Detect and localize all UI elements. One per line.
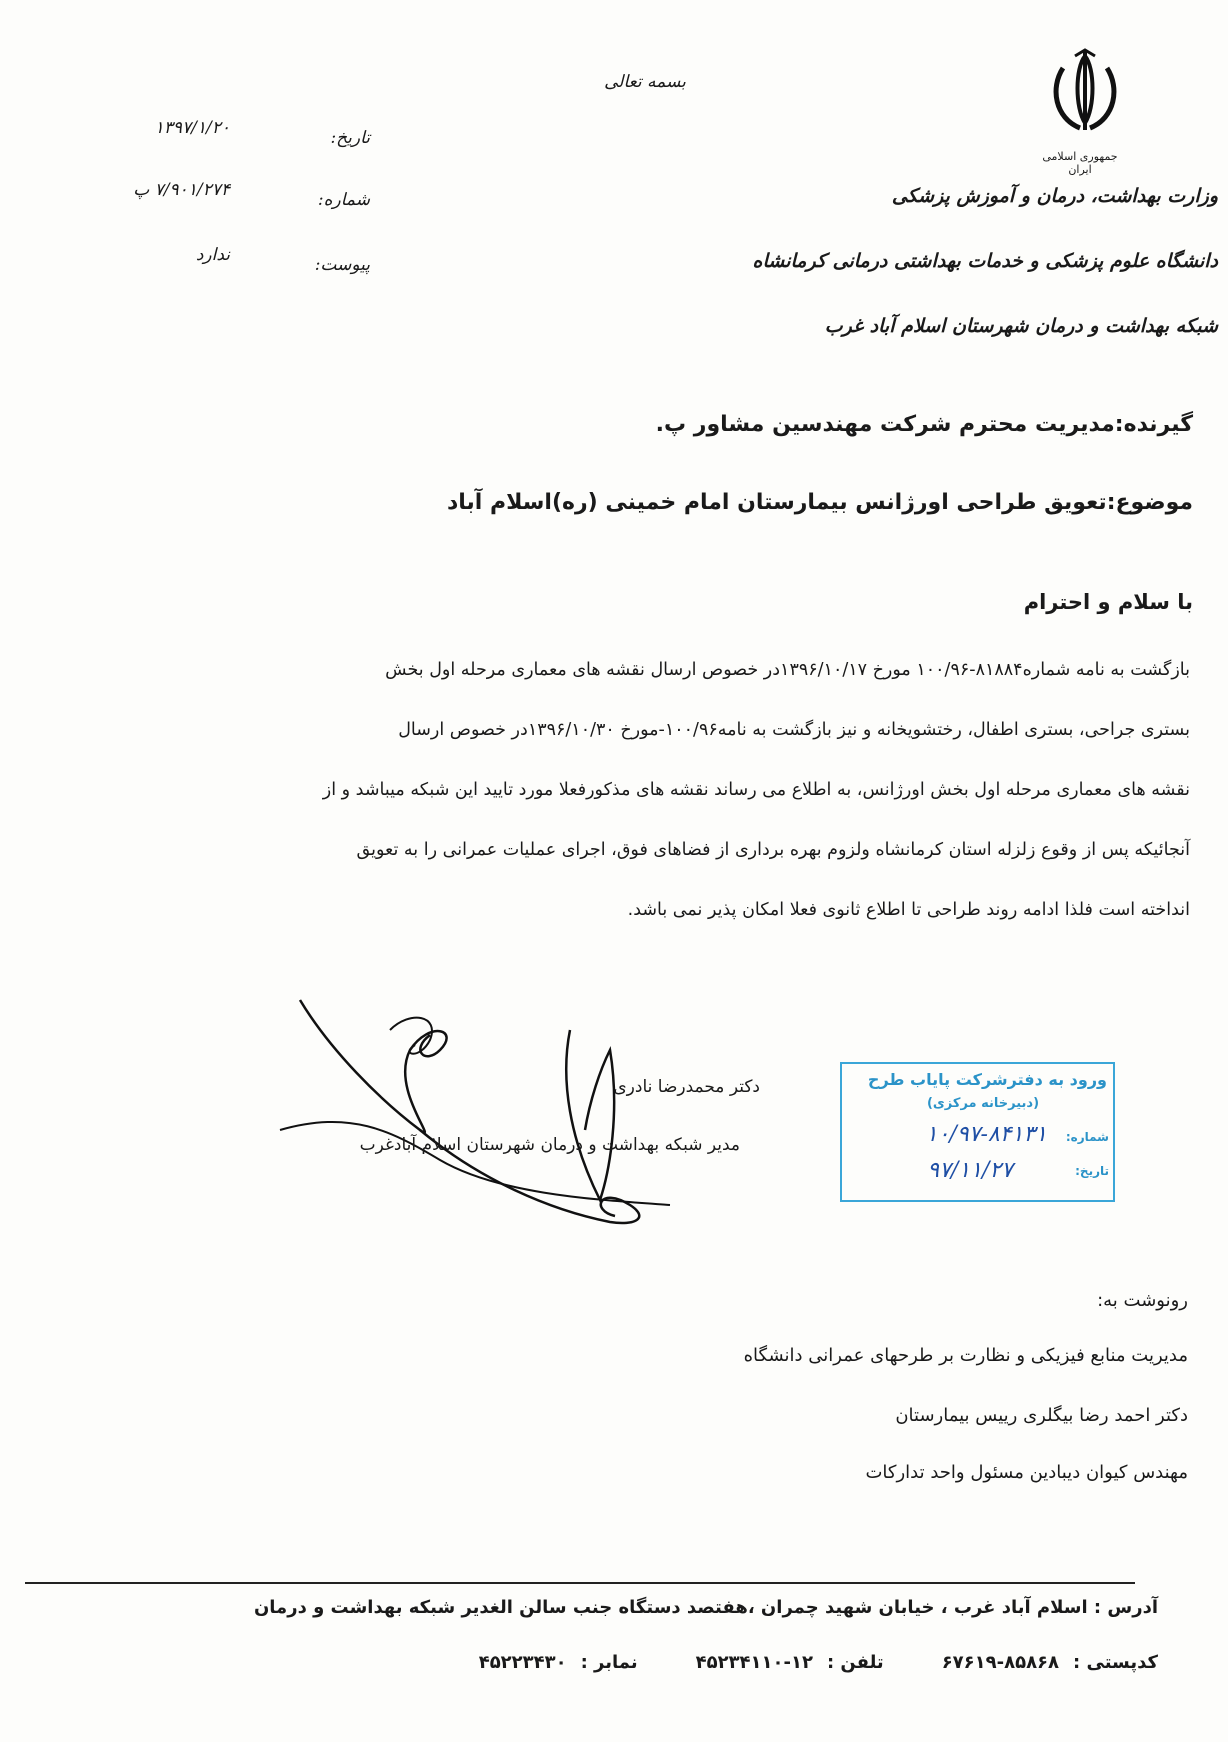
cc-label: رونوشت به:	[1097, 1290, 1188, 1311]
bismillah: بسمه تعالی	[604, 72, 686, 92]
stamp-date-label: تاریخ:	[1075, 1164, 1109, 1178]
footer-divider	[25, 1582, 1135, 1584]
cc-item: مدیریت منابع فیزیکی و نظارت بر طرحهای عمرانی دانشگاه	[743, 1345, 1188, 1366]
signer-title: مدیر شبکه بهداشت و درمان شهرستان اسلام آبادغرب	[359, 1135, 740, 1155]
fax-label: نمابر :	[580, 1652, 638, 1673]
body-line: آنجائیکه پس از وقوع زلزله استان کرمانشاه ولزوم بهره برداری از فضاهای فوق، اجرای عملیات عمرانی را به تعویق	[356, 840, 1190, 860]
iran-emblem-icon	[1045, 48, 1125, 138]
signer-name: دکتر محمدرضا نادری	[613, 1077, 760, 1097]
body-line: نقشه های معماری مرحله اول بخش اورژانس، به اطلاع می رساند نقشه های مذکورفعلا مورد تایید این شبکه میباشد و از	[322, 780, 1190, 800]
emblem-caption: جمهوری اسلامی ایران	[1042, 150, 1118, 176]
date-label: تاریخ:	[330, 128, 370, 148]
recipient-line: گیرنده:مدیریت محترم شرکت مهندسین مشاور پ.	[655, 412, 1193, 437]
org-line-university: دانشگاه علوم پزشکی و خدمات بهداشتی درمانی کرمانشاه	[752, 250, 1218, 272]
postal-value: ۶۷۶۱۹-۸۵۸۶۸	[941, 1652, 1060, 1673]
number-label: شماره:	[317, 190, 370, 210]
body-line: بازگشت به نامه شماره۸۱۸۸۴-۱۰۰/۹۶ مورخ ۱۳۹۶/۱۰/۱۷در خصوص ارسال نقشه های معماری مرحله اول بخش	[385, 660, 1190, 680]
cc-item: دکتر احمد رضا بیگلری رییس بیمارستان	[895, 1405, 1188, 1426]
phone-label: تلفن :	[826, 1652, 884, 1673]
stamp-subtitle: (دبیرخانه مرکزی)	[926, 1096, 1040, 1111]
cc-item: مهندس کیوان دیبادین مسئول واحد تدارکات	[865, 1462, 1188, 1483]
date-value: ۱۳۹۷/۱/۲۰	[154, 118, 230, 138]
postal-label: کدپستی :	[1073, 1652, 1158, 1673]
stamp-number-value: ۱۰/۹۷-۸۴۱۳۱	[925, 1122, 1047, 1147]
body-line: انداخته است فلذا ادامه روند طراحی تا اطلاع ثانوی فعلا امکان پذیر نمی باشد.	[627, 900, 1190, 920]
footer-contacts	[18, 1652, 1158, 1673]
greeting: با سلام و احترام	[1023, 590, 1193, 614]
stamp-title: ورود به دفترشرکت پایاب طرح	[867, 1070, 1107, 1089]
subject-line: موضوع:تعویق طراحی اورژانس بیمارستان امام خمینی (ره)اسلام آباد	[446, 490, 1193, 515]
footer-address: آدرس : اسلام آباد غرب ، خیابان شهید چمران ،هفتصد دستگاه جنب سالن الغدیر شبکه بهداشت و درمان	[253, 1597, 1158, 1618]
attachment-label: پیوست:	[314, 255, 370, 275]
attachment-value: ندارد	[195, 245, 230, 265]
stamp-date-value: ۹۷/۱۱/۲۷	[927, 1158, 1013, 1183]
org-line-ministry: وزارت بهداشت، درمان و آموزش پزشکی	[891, 185, 1218, 207]
phone-value: ۴۵۲۳۴۱۱۰-۱۲	[695, 1652, 813, 1673]
stamp-number-label: شماره:	[1065, 1130, 1109, 1144]
body-line: بستری جراحی، بستری اطفال، رختشویخانه و نیز بازگشت به نامه۱۰۰/۹۶-مورخ ۱۳۹۶/۱۰/۳۰در خصوص ارسال	[398, 720, 1190, 740]
handwritten-signature	[270, 990, 690, 1240]
received-stamp	[840, 1062, 1115, 1202]
number-value: ۷/۹۰۱/۲۷۴ پ	[133, 180, 230, 200]
org-line-network: شبکه بهداشت و درمان شهرستان اسلام آباد غرب	[824, 315, 1218, 337]
fax-value: ۴۵۲۲۳۴۳۰	[478, 1652, 567, 1673]
